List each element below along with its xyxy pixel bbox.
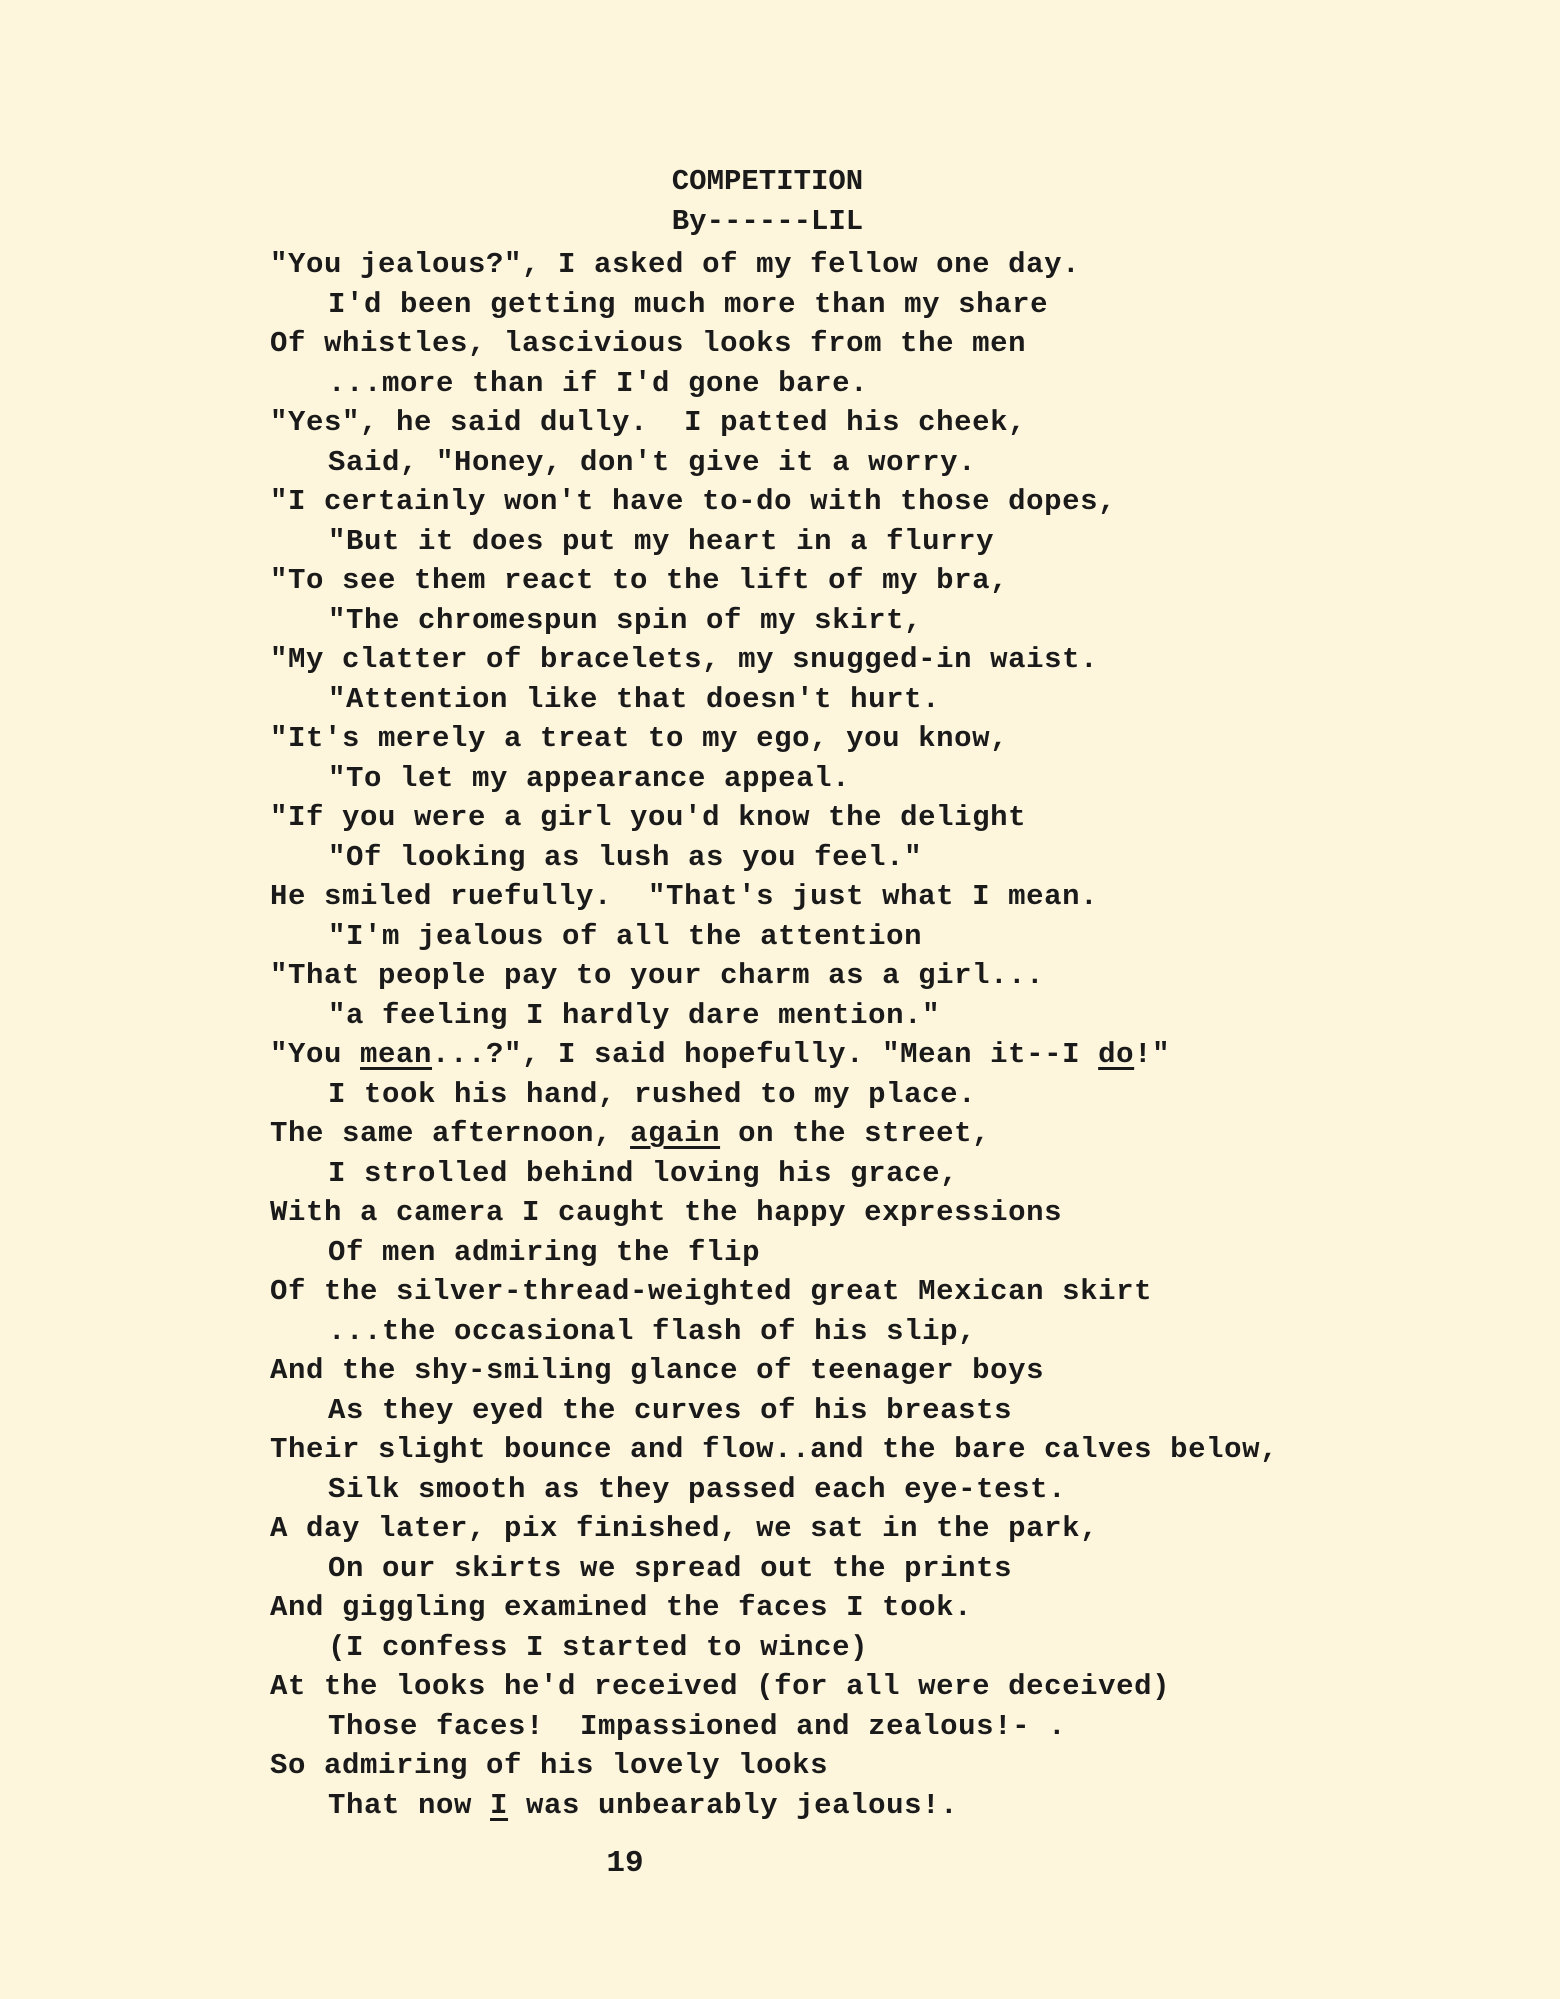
line-text: "To let my appearance appeal. [328, 761, 851, 795]
line-text: on the street, [720, 1117, 991, 1150]
poem-line [270, 1233, 1540, 1273]
line-text: ...the occasional flash of his slip, [328, 1314, 977, 1348]
line-text: ...?", I said hopefully. "Mean it--I [432, 1038, 1099, 1071]
line-text: I strolled behind loving his grace, [328, 1156, 959, 1190]
line-text: "Attention like that doesn't hurt. [328, 682, 941, 716]
underlined-word: I [490, 1788, 509, 1822]
line-text: So admiring of his lovely looks [270, 1749, 829, 1782]
poem-line [270, 798, 1540, 838]
poem-line [270, 1272, 1540, 1312]
line-text: was unbearably jealous!. [508, 1788, 959, 1822]
poem-byline: By------LIL [671, 205, 864, 238]
line-text: He smiled ruefully. "That's just what I mean. [270, 880, 1099, 913]
poem-line [270, 482, 1540, 522]
line-text: "You jealous?", I asked of my fellow one day. [270, 248, 1081, 281]
poem-line [270, 1509, 1540, 1549]
line-text: "Yes", he said dully. I patted his cheek, [270, 406, 1027, 439]
poem-line [270, 1193, 1540, 1233]
line-text: And giggling examined the faces I took. [270, 1591, 973, 1624]
poem-line [270, 1707, 1540, 1747]
poem-line [270, 1114, 1540, 1154]
poem-line [270, 324, 1540, 364]
line-text: !" [1134, 1038, 1171, 1071]
poem-line [270, 996, 1540, 1036]
line-text: I took his hand, rushed to my place. [328, 1077, 977, 1111]
poem-line [270, 443, 1540, 483]
poem-line [270, 956, 1540, 996]
poem-line [270, 364, 1540, 404]
poem-line [270, 561, 1540, 601]
line-text: (I confess I started to wince) [328, 1630, 869, 1664]
line-text: The same afternoon, [270, 1117, 631, 1150]
underlined-word: again [630, 1117, 721, 1150]
poem-line [270, 1430, 1540, 1470]
poem-line [270, 522, 1540, 562]
poem-line [270, 1786, 1540, 1826]
poem-body [270, 245, 1540, 1825]
line-text: ...more than if I'd gone bare. [328, 366, 869, 400]
line-text: Of the silver-thread-weighted great Mexican skirt [270, 1275, 1153, 1308]
line-text: "The chromespun spin of my skirt, [328, 603, 923, 637]
poem-line [270, 601, 1540, 641]
poem-line [270, 759, 1540, 799]
poem-line [270, 1588, 1540, 1628]
poem-line [270, 1312, 1540, 1352]
line-text: "I certainly won't have to-do with those dopes, [270, 485, 1117, 518]
line-text: "I'm jealous of all the attention [328, 919, 923, 953]
poem-title: COMPETITION [671, 165, 864, 198]
poem-line [270, 1470, 1540, 1510]
poem-line [270, 1035, 1540, 1075]
poem-line [270, 1667, 1540, 1707]
poem-line [270, 1351, 1540, 1391]
poem-line [270, 245, 1540, 285]
line-text: On our skirts we spread out the prints [328, 1551, 1013, 1585]
line-text: At the looks he'd received (for all were deceived) [270, 1670, 1171, 1703]
line-text: As they eyed the curves of his breasts [328, 1393, 1013, 1427]
poem-line [270, 877, 1540, 917]
line-text: "But it does put my heart in a flurry [328, 524, 995, 558]
line-text: "To see them react to the lift of my bra, [270, 564, 1009, 597]
line-text: "It's merely a treat to my ego, you know, [270, 722, 1009, 755]
line-text: And the shy-smiling glance of teenager boys [270, 1354, 1045, 1387]
page-number: 19 [606, 1846, 644, 1881]
underlined-word: do [1098, 1038, 1135, 1071]
poem-line [270, 838, 1540, 878]
line-text: Of whistles, lascivious looks from the men [270, 327, 1027, 360]
line-text: "If you were a girl you'd know the delight [270, 801, 1027, 834]
line-text: With a camera I caught the happy expressions [270, 1196, 1063, 1229]
line-text: "a feeling I hardly dare mention." [328, 998, 941, 1032]
poem-line [270, 640, 1540, 680]
line-text: "My clatter of bracelets, my snugged-in waist. [270, 643, 1099, 676]
line-text: Said, "Honey, don't give it a worry. [328, 445, 977, 479]
poem-line [270, 1628, 1540, 1668]
poem-line [270, 1154, 1540, 1194]
poem-line [270, 1075, 1540, 1115]
poem-line [270, 285, 1540, 325]
poem-line [270, 680, 1540, 720]
line-text: A day later, pix finished, we sat in the park, [270, 1512, 1099, 1545]
line-text: I'd been getting much more than my share [328, 287, 1049, 321]
line-text: Silk smooth as they passed each eye-test. [328, 1472, 1067, 1506]
line-text: That now [328, 1788, 491, 1822]
line-text: "You [270, 1038, 361, 1071]
line-text: "That people pay to your charm as a girl... [270, 959, 1045, 992]
poem-line [270, 1746, 1540, 1786]
underlined-word: mean [360, 1038, 433, 1071]
poem-line [270, 1391, 1540, 1431]
poem-line [270, 1549, 1540, 1589]
poem-line [270, 917, 1540, 957]
line-text: Their slight bounce and flow..and the bare calves below, [270, 1433, 1279, 1466]
poem-line [270, 719, 1540, 759]
line-text: Those faces! Impassioned and zealous!- . [328, 1709, 1067, 1743]
line-text: "Of looking as lush as you feel." [328, 840, 923, 874]
poem-line [270, 403, 1540, 443]
line-text: Of men admiring the flip [328, 1235, 761, 1269]
